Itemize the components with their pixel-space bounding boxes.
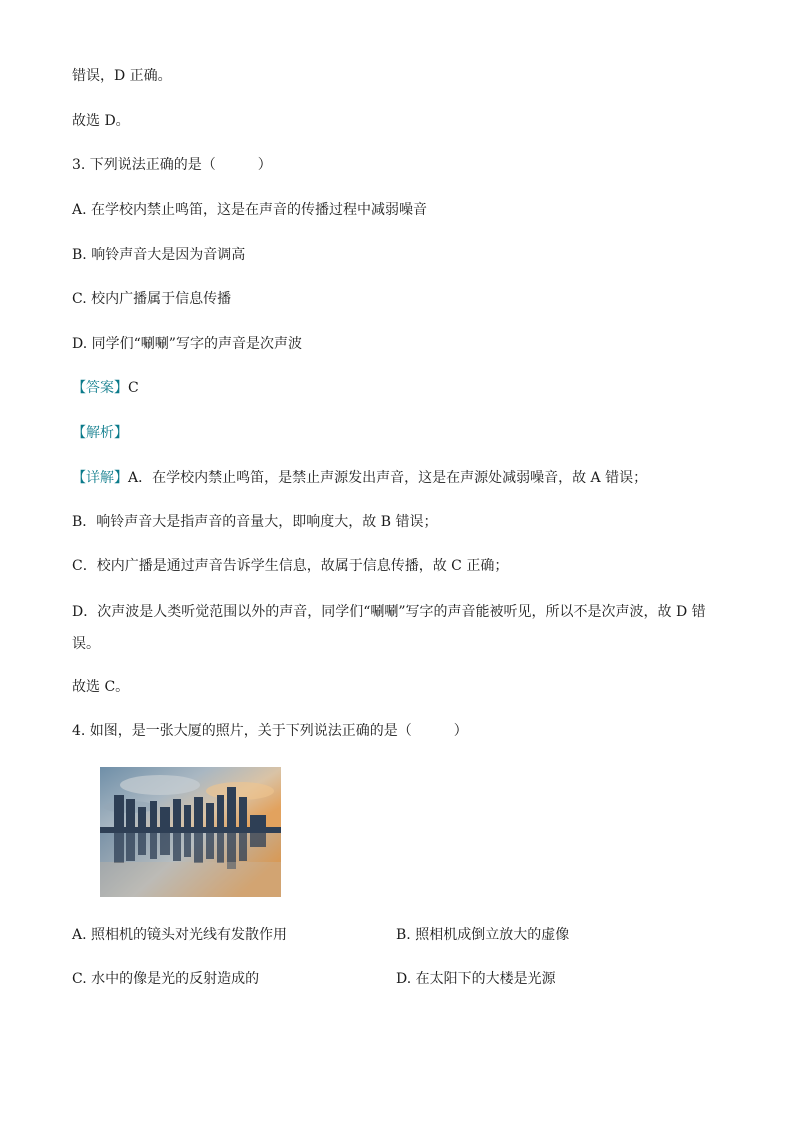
question-3-option-d: D. 同学们“唰唰”写字的声音是次声波 [72,336,302,352]
question-3-option-a: A. 在学校内禁止鸣笛，这是在声音的传播过程中减弱噪音 [72,202,428,218]
question-4-option-b: B. 照相机成倒立放大的虚像 [396,927,570,943]
question-4-stem: 4. 如图，是一张大厦的照片，关于下列说法正确的是（ ） [72,723,468,739]
question-4-option-d: D. 在太阳下的大楼是光源 [396,971,556,987]
answer-row [72,378,139,398]
building-skyline-photo [100,767,281,897]
answer-value: C [128,380,139,396]
detail-a-row [72,468,647,488]
detail-d: D．次声波是人类听觉范围以外的声音，同学们“唰唰”写字的声音能被听见，所以不是次声波，故 D 错误。 [72,604,706,652]
question-4-option-a: A. 照相机的镜头对光线有发散作用 [72,927,288,943]
question-4-option-c: C. 水中的像是光的反射造成的 [72,971,260,987]
detail-c: C．校内广播是通过声音告诉学生信息，故属于信息传播，故 C 正确； [72,558,509,574]
detail-b: B．响铃声音大是指声音的音量大，即响度大，故 B 错误； [72,514,438,530]
question-3-option-b: B. 响铃声音大是因为音调高 [72,247,246,263]
question-3-option-c: C. 校内广播属于信息传播 [72,291,232,307]
choose-c: 故选 C。 [72,679,130,695]
previous-choice: 故选 D。 [72,113,130,129]
analysis-label: 【解析】 [72,425,128,441]
detail-a-text: A．在学校内禁止鸣笛，是禁止声源发出声音，这是在声源处减弱噪音，故 A 错误； [128,470,648,486]
answer-label: 【答案】 [72,380,128,396]
analysis-label-row [72,423,128,443]
detail-label: 【详解】 [72,470,128,486]
previous-answer-conclusion: 错误，D 正确。 [72,68,172,84]
question-3-stem: 3. 下列说法正确的是（ ） [72,157,272,173]
